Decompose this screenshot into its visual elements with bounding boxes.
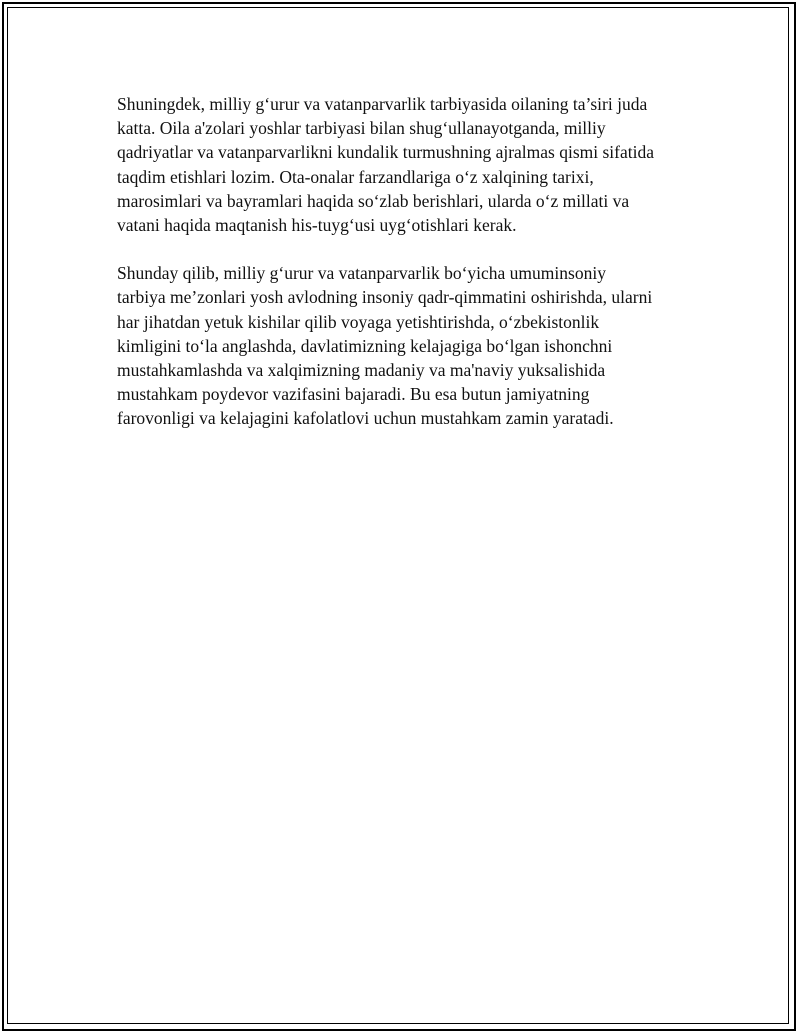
paragraph-line: vatani haqida maqtanish his-tuyg‘usi uyg‘otishlari kerak. <box>117 215 517 236</box>
paragraph-line: mustahkamlashda va xalqimizning madaniy va ma'naviy yuksalishida <box>117 360 606 381</box>
document-body <box>117 92 697 455</box>
paragraph-line: kimligini to‘la anglashda, davlatimizning kelajagiga bo‘lgan ishonchni <box>117 335 613 356</box>
paragraph-line: Shunday qilib, milliy g‘urur va vatanparvarlik bo‘yicha umuminsoniy <box>117 263 606 284</box>
paragraph-family-influence <box>117 92 697 237</box>
paragraph-line: mustahkam poydevor vazifasini bajaradi. Bu esa butun jamiyatning <box>117 384 590 405</box>
paragraph-line: farovonligi va kelajagini kafolatlovi uchun mustahkam zamin yaratadi. <box>117 408 614 429</box>
paragraph-line: har jihatdan yetuk kishilar qilib voyaga yetishtirishda, o‘zbekistonlik <box>117 311 600 332</box>
paragraph-line: marosimlari va bayramlari haqida so‘zlab berishlari, ularda o‘z millati va <box>117 190 630 211</box>
paragraph-conclusion <box>117 261 697 430</box>
paragraph-line: katta. Oila a'zolari yoshlar tarbiyasi bilan shug‘ullanayotganda, milliy <box>117 118 606 139</box>
paragraph-line: tarbiya me’zonlari yosh avlodning insoniy qadr-qimmatini oshirishda, ularni <box>117 287 653 308</box>
paragraph-line: qadriyatlar va vatanparvarlikni kundalik turmushning ajralmas qismi sifatida <box>117 142 655 163</box>
paragraph-line: taqdim etishlari lozim. Ota-onalar farzandlariga o‘z xalqining tarixi, <box>117 166 594 187</box>
paragraph-line: Shuningdek, milliy g‘urur va vatanparvarlik tarbiyasida oilaning ta’siri juda <box>117 94 648 114</box>
